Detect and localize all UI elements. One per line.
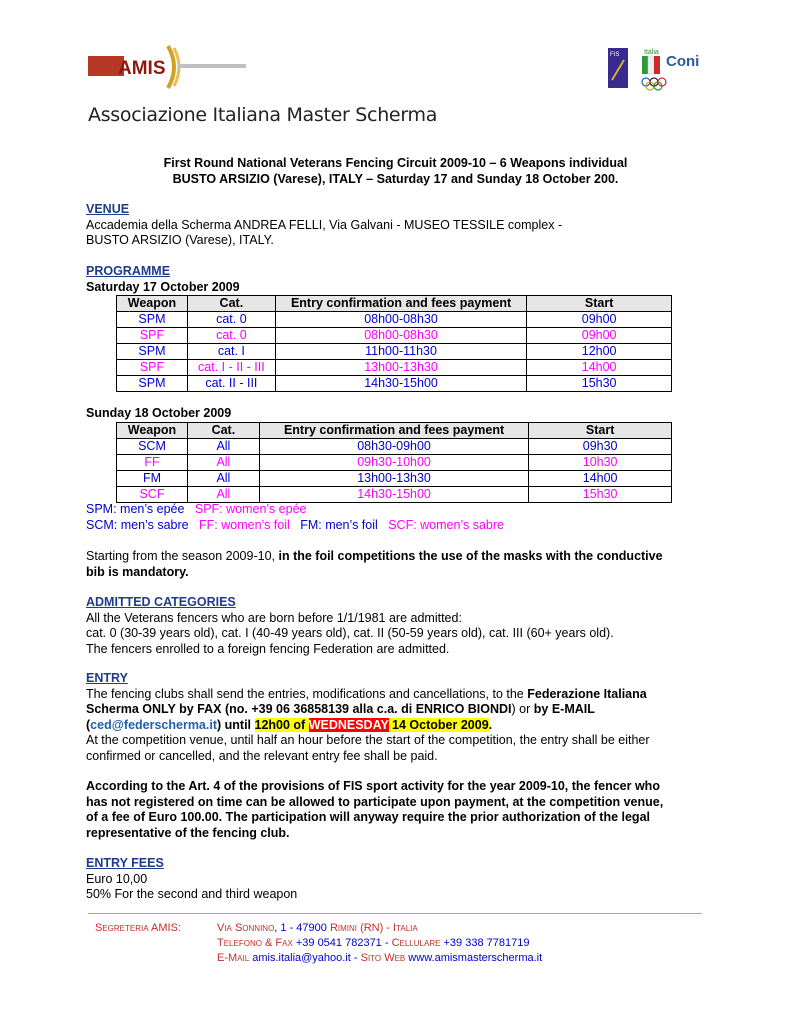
deadline-time: 12h00 of	[254, 717, 309, 732]
cell-entry: 11h00-11h30	[275, 344, 527, 360]
sunday-schedule-table	[116, 422, 672, 503]
organization-name: Associazione Italiana Master Scherma	[88, 104, 438, 126]
categories-heading: ADMITTED CATEGORIES	[86, 595, 236, 609]
table-row	[117, 312, 672, 328]
title-line-1: First Round National Veterans Fencing Circuit 2009-10 – 6 Weapons individual	[163, 156, 628, 170]
cell-weapon: SPF	[117, 328, 188, 344]
cell-start: 09h00	[527, 328, 672, 344]
footer-addr-k2: Rimini (RN) - Italia	[329, 922, 418, 934]
coni-logo-text: Coni	[666, 53, 700, 70]
venue-heading: VENUE	[86, 202, 130, 216]
cell-weapon: FM	[117, 471, 188, 487]
cell-cat: All	[187, 487, 259, 503]
legend-spm: SPM: men’s epée	[86, 502, 185, 516]
cell-entry: 13h00-13h30	[259, 471, 528, 487]
footer-label	[95, 921, 181, 936]
entry-email-link[interactable]: ced@federscherma.it	[90, 717, 217, 732]
legend-ff: FF: women’s foil	[199, 517, 290, 532]
title-line-2: BUSTO ARSIZIO (Varese), ITALY – Saturday 17 and Sunday 18 October 200.	[172, 172, 619, 186]
table-row	[117, 344, 672, 360]
cell-weapon: SPM	[117, 312, 188, 328]
venue-section	[86, 202, 562, 249]
footer-cell-k: Cellulare	[391, 937, 441, 949]
footer-mail-link[interactable]: amis.italia@yahoo.it -	[249, 952, 361, 964]
deadline-weekday: WEDNESDAY	[308, 717, 389, 732]
entry-p2b: ) or	[511, 702, 534, 716]
categories-line-1: All the Veterans fencers who are born before 1/1/1981 are admitted:	[86, 610, 462, 625]
saturday-schedule-table	[116, 295, 672, 392]
programme-heading: PROGRAMME	[86, 264, 171, 278]
cell-cat: cat. 0	[187, 312, 275, 328]
venue-line-2: BUSTO ARSIZIO (Varese), ITALY.	[86, 233, 274, 247]
cell-cat: All	[187, 439, 259, 455]
masks-bold-1: in the foil competitions the use of the masks with the conductive	[278, 549, 663, 563]
entry-p3c: .	[488, 717, 493, 732]
fees-section	[86, 856, 297, 903]
footer-cell-v: +39 338 7781719	[440, 937, 530, 949]
footer-divider	[88, 913, 702, 914]
sunday-label: Sunday 18 October 2009	[86, 406, 232, 420]
cell-entry: 09h30-10h00	[259, 455, 528, 471]
venue-line-1: Accademia della Scherma ANDREA FELLI, Via Galvani - MUSEO TESSILE complex -	[86, 217, 563, 232]
col-weapon: Weapon	[117, 423, 188, 439]
table-row	[117, 376, 672, 392]
table-header-row	[117, 296, 672, 312]
entry-p1a: The fencing clubs shall send the entries, modifications and cancellations, to the	[86, 686, 528, 701]
fees-line-1: Euro 10,00	[86, 871, 148, 886]
entry-p5: confirmed or cancelled, and the relevant entry fee shall be paid.	[86, 748, 438, 763]
entry-until: until	[224, 717, 255, 732]
cell-cat: cat. 0	[187, 328, 275, 344]
art4-line-4: representative of the fencing club.	[86, 825, 290, 840]
entry-p3b: )	[217, 717, 225, 732]
coni-italia-text: Italia	[644, 49, 659, 56]
table-row	[117, 328, 672, 344]
legend-scf: SCF: women’s sabre	[388, 517, 504, 532]
cell-start: 10h30	[529, 455, 672, 471]
footer-addr-k1: Via Sonnino	[217, 922, 275, 934]
cell-entry: 08h00-08h30	[275, 312, 527, 328]
deadline-year-digit: 9	[481, 717, 489, 732]
cell-start: 14h00	[527, 360, 672, 376]
table-row	[117, 487, 672, 503]
entry-p2c: by E-MAIL	[533, 702, 595, 716]
cell-entry: 14h30-15h00	[275, 376, 527, 392]
table-header-row	[117, 423, 672, 439]
footer-tel-v: +39 0541 782371 -	[292, 937, 392, 949]
categories-line-2: cat. 0 (30-39 years old), cat. I (40-49 years old), cat. II (50-59 years old), cat. III (60+ years old).	[86, 626, 614, 640]
table-row	[117, 471, 672, 487]
table-row	[117, 455, 672, 471]
amis-logo	[88, 42, 248, 92]
cell-entry: 08h00-08h30	[275, 328, 527, 344]
art4-note	[86, 779, 716, 841]
cell-start: 14h00	[529, 471, 672, 487]
cell-cat: cat. I - II - III	[187, 360, 275, 376]
masks-bold-2: bib is mandatory.	[86, 564, 189, 579]
entry-p2a: Scherma ONLY by FAX (no. +39 06 36858139 alla c.a. di ENRICO BIONDI	[86, 702, 512, 716]
saturday-label: Saturday 17 October 2009	[86, 279, 240, 294]
cell-weapon: SCF	[117, 487, 188, 503]
cell-cat: All	[187, 455, 259, 471]
entry-heading: ENTRY	[86, 671, 128, 685]
cell-start: 15h30	[529, 487, 672, 503]
categories-section	[86, 595, 614, 657]
col-entry: Entry confirmation and fees payment	[259, 423, 528, 439]
legend-scm: SCM: men’s sabre	[86, 517, 189, 532]
cell-start: 12h00	[527, 344, 672, 360]
cell-weapon: FF	[117, 455, 188, 471]
document-title	[0, 155, 791, 187]
cell-cat: cat. II - III	[187, 376, 275, 392]
weapon-legend	[86, 502, 504, 533]
col-cat: Cat.	[187, 296, 275, 312]
cell-entry: 13h00-13h30	[275, 360, 527, 376]
cell-start: 09h30	[529, 439, 672, 455]
cell-weapon: SPM	[117, 344, 188, 360]
cell-start: 09h00	[527, 312, 672, 328]
footer-addr-v1: , 1 - 47900	[274, 922, 330, 934]
legend-spf: SPF: women’s epée	[194, 502, 307, 516]
entry-p1b: Federazione Italiana	[527, 686, 647, 701]
cell-start: 15h30	[527, 376, 672, 392]
masks-normal: Starting from the season 2009-10,	[86, 549, 279, 563]
fees-heading: ENTRY FEES	[86, 856, 164, 870]
art4-line-1: According to the Art. 4 of the provisions of FIS sport activity for the year 2009-10, the fencer who	[86, 779, 660, 793]
art4-line-3: of a fee of Euro 100.00. The participation will anyway require the prior authorization of the legal	[86, 810, 650, 824]
amis-logo-text: AMIS	[118, 58, 166, 79]
footer-label-text: Segreteria AMIS:	[95, 922, 181, 934]
coni-fis-logos	[606, 44, 716, 92]
cell-weapon: SCM	[117, 439, 188, 455]
footer-web-k: Sito Web	[360, 952, 406, 964]
entry-section	[86, 671, 711, 764]
fis-logo-text: FIS	[610, 52, 620, 58]
col-weapon: Weapon	[117, 296, 188, 312]
footer-mail-k: E-Mail	[217, 952, 250, 964]
footer-contact	[217, 921, 542, 966]
table-row	[117, 439, 672, 455]
table-row	[117, 360, 672, 376]
col-start: Start	[529, 423, 672, 439]
col-entry: Entry confirmation and fees payment	[275, 296, 527, 312]
col-cat: Cat.	[187, 423, 259, 439]
cell-entry: 14h30-15h00	[259, 487, 528, 503]
entry-p4: At the competition venue, until half an hour before the start of the competition, the entry shall be either	[86, 733, 650, 747]
footer-web-link[interactable]: www.amismasterscherma.it	[405, 952, 543, 964]
entry-p3a: (	[86, 717, 91, 732]
art4-line-2: has not registered on time can be allowed to participate upon payment, at the competition venue,	[86, 794, 664, 809]
masks-note	[86, 549, 706, 580]
cell-weapon: SPM	[117, 376, 188, 392]
col-start: Start	[527, 296, 672, 312]
categories-line-3: The fencers enrolled to a foreign fencing Federation are admitted.	[86, 641, 450, 656]
deadline-date: 14 October 200	[388, 717, 482, 732]
cell-entry: 08h30-09h00	[259, 439, 528, 455]
programme-section	[86, 264, 240, 295]
cell-cat: cat. I	[187, 344, 275, 360]
cell-cat: All	[187, 471, 259, 487]
cell-weapon: SPF	[117, 360, 188, 376]
legend-fm: FM: men’s foil	[300, 517, 378, 532]
footer-tel-k: Telefono & Fax	[217, 937, 293, 949]
fees-line-2: 50% For the second and third weapon	[86, 887, 298, 901]
